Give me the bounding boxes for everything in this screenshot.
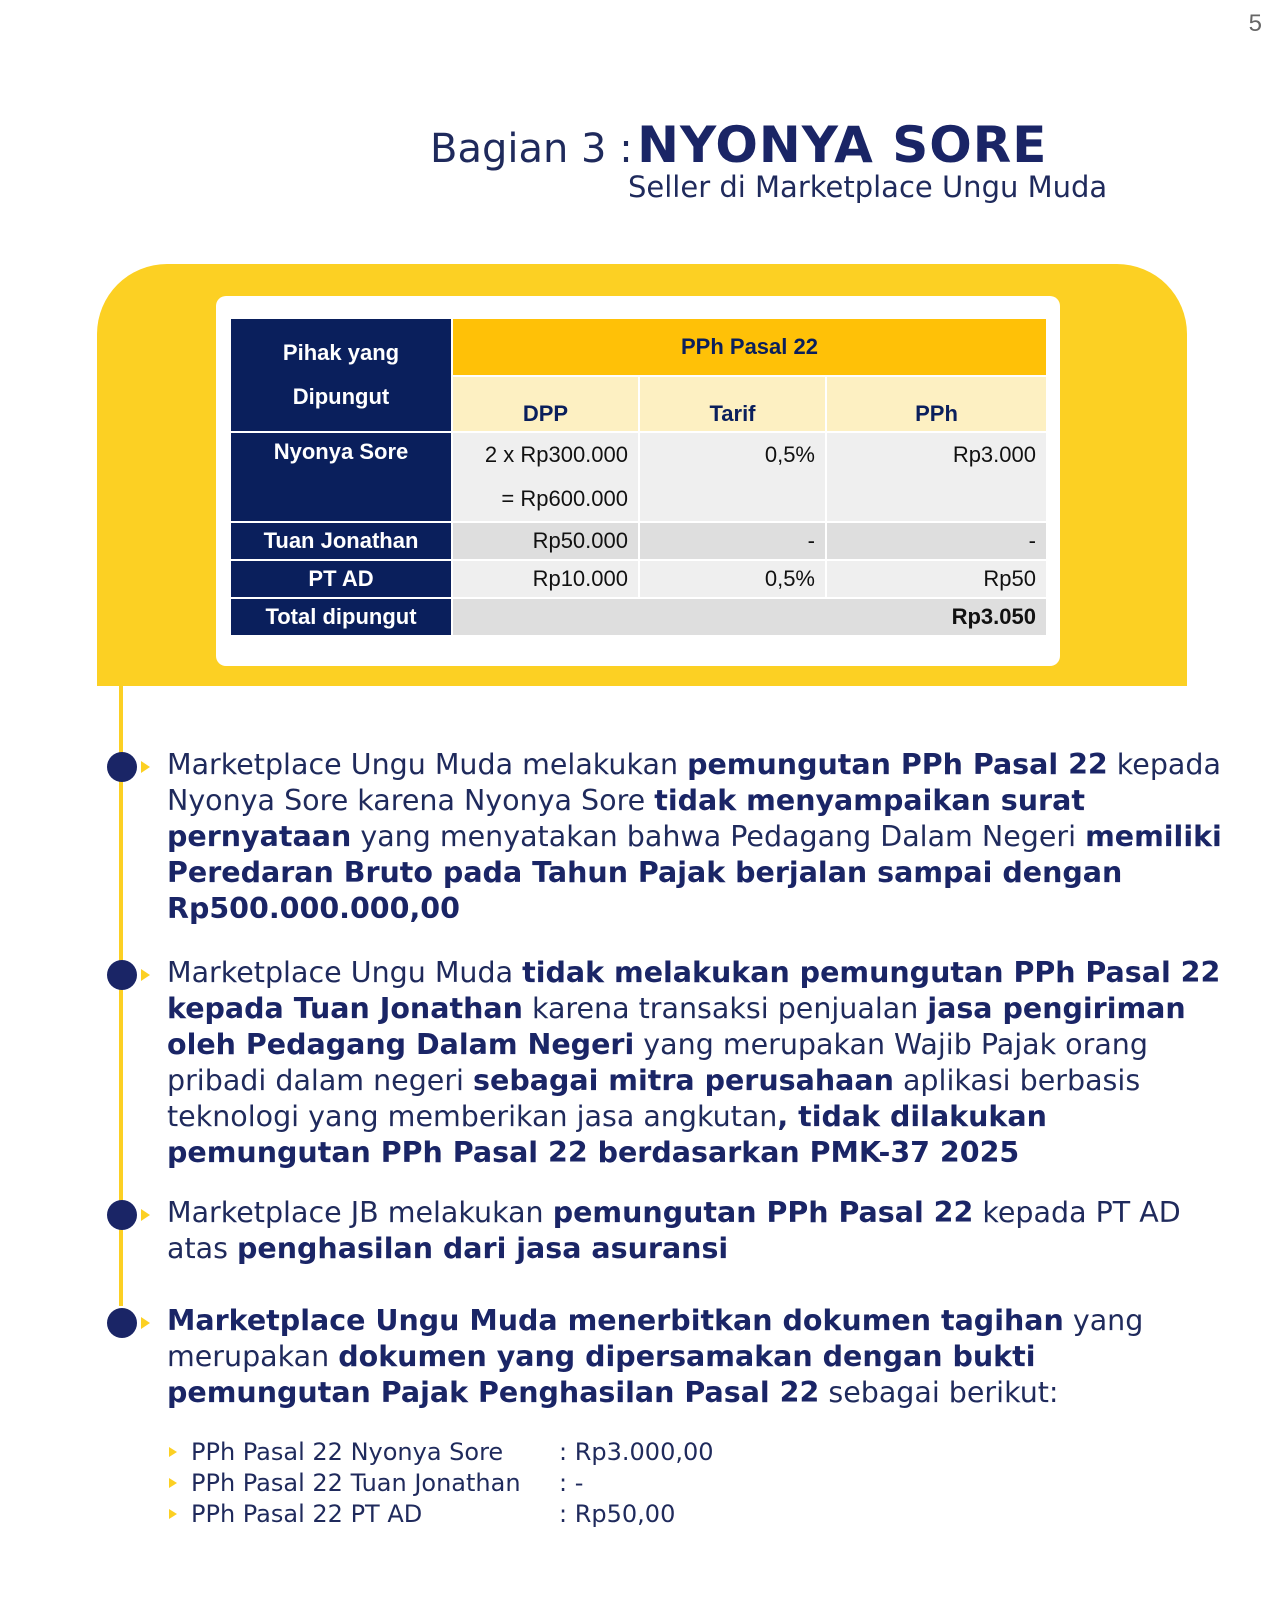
row-dpp-line2: = Rp600.000 [501,486,628,511]
header-pph-pasal-22: PPh Pasal 22 [453,319,1046,375]
bullet-text-segment: kepada PT AD atas [167,1196,1181,1265]
triangle-icon [169,1509,177,1519]
row-dpp: Rp10.000 [453,561,638,597]
bullet-text [167,1195,1247,1267]
bullet-text-bold: pemungutan PPh Pasal 22 [687,748,1108,781]
bullet-dot [107,1200,137,1230]
bullet-text-bold: tidak melakukan pemungutan PPh Pasal 22 kepada Tuan Jonathan [167,956,1221,1025]
bullet-arrow-icon [141,761,150,773]
total-value: Rp3.050 [453,599,1046,635]
title-name: NYONYA SORE [637,116,1048,174]
row-name: PT AD [231,561,451,597]
bullet-text [167,1303,1247,1411]
bullet-text-bold: jasa pengiriman oleh Pedagang Dalam Negeri [167,992,1186,1061]
table-row [231,561,1046,597]
row-tarif: - [640,523,825,559]
page-number: 5 [1248,10,1262,37]
row-tarif: 0,5% [640,433,825,521]
row-dpp: Rp50.000 [453,523,638,559]
list-item-label: PPh Pasal 22 Tuan Jonathan [191,1469,521,1497]
bullet-text-bold: Marketplace Ungu Muda menerbitkan dokumen tagihan [167,1304,1064,1337]
bullet-text-segment: yang merupakan [167,1304,1144,1373]
list-item-value: : Rp3.000,00 [559,1438,714,1466]
row-name: Tuan Jonathan [231,523,451,559]
bullet-text-segment: karena transaksi penjualan [522,992,928,1025]
bullet-text-bold: sebagai mitra perusahaan [473,1064,894,1097]
bullet-text-segment: Marketplace Ungu Muda melakukan [167,748,688,781]
table-row [231,523,1046,559]
bullet-text-segment: yang menyatakan bahwa Pedagang Dalam Negeri [351,820,1086,853]
header-dpp: DPP [453,377,638,431]
list-item-value: : - [559,1469,584,1497]
row-pph: Rp3.000 [827,433,1046,521]
row-tarif: 0,5% [640,561,825,597]
bullet-text [167,747,1247,927]
bullet-arrow-icon [141,969,150,981]
tax-table [229,317,1048,637]
list-item-label: PPh Pasal 22 PT AD [191,1500,423,1528]
bullet-text-bold: pemungutan PPh Pasal 22 [552,1196,974,1229]
triangle-icon [169,1478,177,1488]
list-item-label: PPh Pasal 22 Nyonya Sore [191,1438,504,1466]
header-party: Pihak yang Dipungut [231,319,451,431]
bullet-text-segment: kepada Nyonya Sore karena Nyonya Sore [167,748,1221,817]
triangle-icon [169,1447,177,1457]
row-dpp-line1: 2 x Rp300.000 [484,442,628,467]
bullet-text-bold: penghasilan dari jasa asuransi [237,1232,729,1265]
row-pph: Rp50 [827,561,1046,597]
table-row [231,433,1046,521]
title-prefix: Bagian 3 : [430,126,633,172]
header-pph: PPh [827,377,1046,431]
bullet-text-bold: , tidak dilakukan pemungutan PPh Pasal 22 berdasarkan PMK-37 2025 [167,1100,1047,1169]
bullet-text-bold: tidak menyampaikan surat pernyataan [167,784,1085,853]
bullet-text-segment: yang merupakan Wajib Pajak orang pribadi dalam negeri [167,1028,1148,1097]
table-total-row [231,599,1046,635]
row-dpp [453,433,638,521]
list-item-value: : Rp50,00 [559,1500,676,1528]
bullet-text-segment: Marketplace Ungu Muda [167,956,523,989]
bullet-text-segment: sebagai berikut: [819,1376,1059,1409]
bullet-text-segment: Marketplace JB melakukan [167,1196,553,1229]
bullet-text-bold: dokumen yang dipersamakan dengan bukti pemungutan Pajak Penghasilan Pasal 22 [167,1340,1036,1409]
bullet-dot [107,960,137,990]
bullet-text-segment: aplikasi berbasis teknologi yang memberikan jasa angkutan [167,1064,1141,1133]
page-title [430,116,1047,174]
bullet-text-bold: memiliki Peredaran Bruto pada Tahun Pajak berjalan sampai dengan Rp500.000.000,00 [167,820,1222,925]
total-label: Total dipungut [231,599,451,635]
header-tarif: Tarif [640,377,825,431]
row-pph: - [827,523,1046,559]
bullet-dot [107,752,137,782]
bullet-dot [107,1308,137,1338]
bullet-arrow-icon [141,1209,150,1221]
bullet-arrow-icon [141,1317,150,1329]
row-name: Nyonya Sore [231,433,451,521]
page-subtitle: Seller di Marketplace Ungu Muda [628,170,1108,204]
bullet-text [167,955,1247,1171]
